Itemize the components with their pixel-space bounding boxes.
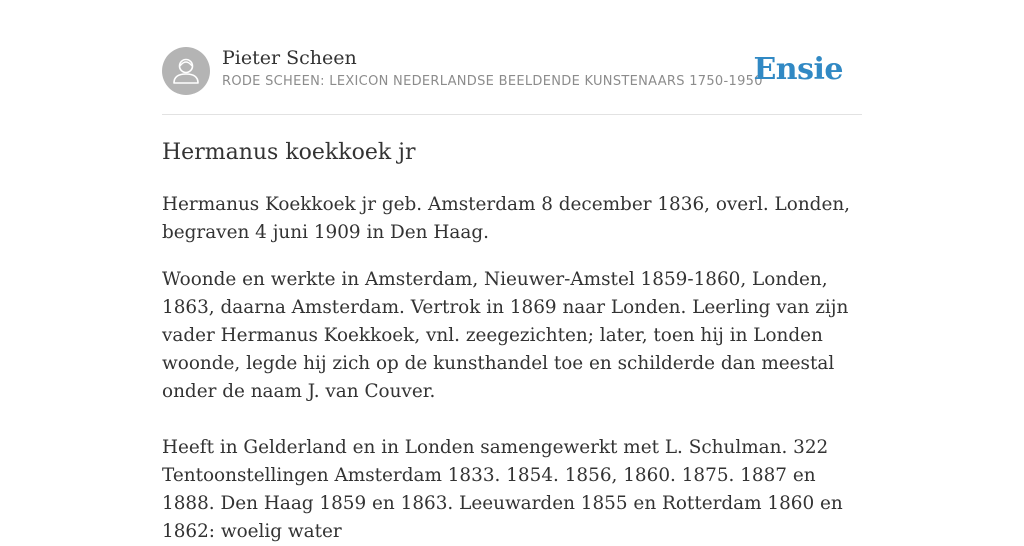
author-avatar[interactable]: [162, 47, 210, 95]
article-paragraph-2: Woonde en werkte in Amsterdam, Nieuwer-Amstel 1859-1860, Londen, 1863, daarna Amsterdam. Vertrok in 1869 naar Londen. Leerling van zijn vader Hermanus Koekkoek, vnl. zeegezichten; later, toen hij in Londen woonde, legde hij zich op de kunsthandel toe en schilderde dan meestal onder de naam J. van Couver.: [162, 269, 849, 402]
author-name[interactable]: Pieter Scheen: [222, 47, 357, 69]
article-content: [162, 138, 866, 546]
article-header: [162, 46, 862, 115]
ensie-logo[interactable]: Ensie: [753, 52, 843, 87]
article-paragraph-1: Hermanus Koekkoek jr geb. Amsterdam 8 december 1836, overl. Londen, begraven 4 juni 1909 in Den Haag.: [162, 194, 851, 243]
article-paragraph-3: Heeft in Gelderland en in Londen samengewerkt met L. Schulman. 322 Tentoonstellingen Amsterdam 1833. 1854. 1856, 1860. 1875. 1887 en 1888. Den Haag 1859 en 1863. Leeuwarden 1855 en Rotterdam 1860 en 1862: woelig water: [162, 437, 843, 542]
source-title[interactable]: RODE SCHEEN: LEXICON NEDERLANDSE BEELDENDE KUNSTENAARS 1750-1950: [222, 74, 763, 89]
article-title: Hermanus koekkoek jr: [162, 140, 416, 165]
user-outline-icon: [162, 47, 210, 95]
